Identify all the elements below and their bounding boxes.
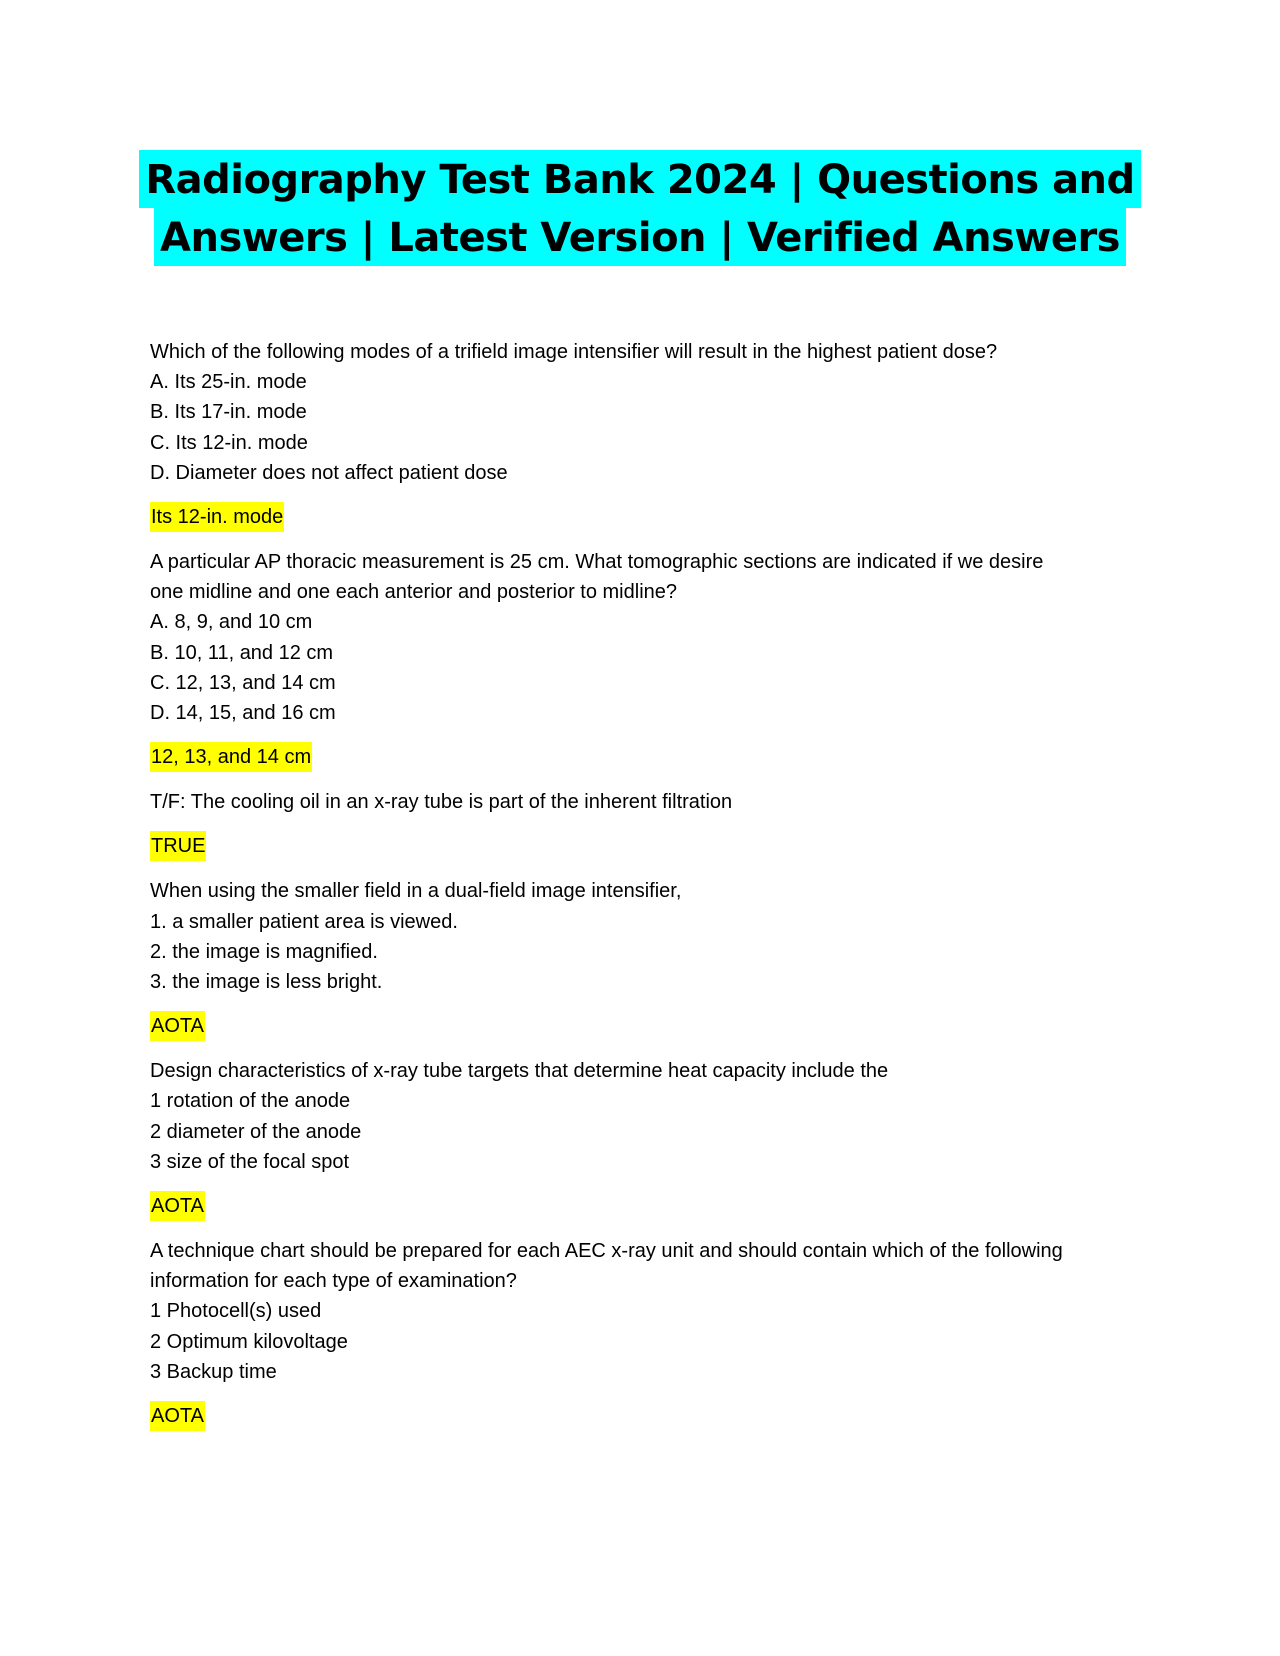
question-text: T/F: The cooling oil in an x-ray tube is part of the inherent filtration: [150, 791, 733, 814]
highlighted-answer: 12, 13, and 14 cm: [150, 742, 312, 772]
question-line: one midline and one each anterior and posterior to midline?: [150, 581, 678, 604]
highlighted-answer: Its 12-in. mode: [150, 502, 284, 532]
document-title: [120, 150, 1160, 266]
question-block: [150, 787, 1130, 876]
question-line: 3. the image is less bright.: [150, 971, 383, 994]
title-line-2: Answers | Latest Version | Verified Answers: [154, 208, 1126, 266]
question-block: [150, 876, 1130, 1056]
question-block: [150, 337, 1130, 547]
question-line: B. Its 17-in. mode: [150, 401, 307, 424]
question-line: C. Its 12-in. mode: [150, 431, 308, 454]
question-line: C. 12, 13, and 14 cm: [150, 671, 336, 694]
question-line: A. Its 25-in. mode: [150, 371, 307, 394]
question-line: B. 10, 11, and 12 cm: [150, 641, 334, 664]
highlighted-answer: AOTA: [150, 1401, 205, 1431]
question-text: When using the smaller field in a dual-field image intensifier,: [150, 880, 682, 903]
question-line: 3 Backup time: [150, 1360, 277, 1383]
question-line: 3 size of the focal spot: [150, 1150, 350, 1173]
question-text: A particular AP thoracic measurement is 25 cm. What tomographic sections are indicated if we desire: [150, 551, 1044, 574]
question-line: 1 rotation of the anode: [150, 1090, 351, 1113]
highlighted-answer: AOTA: [150, 1011, 205, 1041]
question-text: Design characteristics of x-ray tube targets that determine heat capacity include the: [150, 1060, 889, 1083]
question-line: 2. the image is magnified.: [150, 940, 378, 963]
title-line-1: Radiography Test Bank 2024 | Questions and: [139, 150, 1140, 208]
question-block: [150, 1056, 1130, 1236]
question-text: Which of the following modes of a trifield image intensifier will result in the highest patient dose?: [150, 341, 998, 363]
highlighted-answer: TRUE: [150, 831, 206, 861]
question-line: D. Diameter does not affect patient dose: [150, 461, 508, 484]
question-block: [150, 1236, 1130, 1446]
question-line: 1. a smaller patient area is viewed.: [150, 910, 458, 933]
question-list: [150, 337, 1130, 1446]
highlighted-answer: AOTA: [150, 1191, 205, 1221]
question-line: 2 diameter of the anode: [150, 1120, 362, 1143]
question-line: A. 8, 9, and 10 cm: [150, 611, 313, 634]
question-line: 1 Photocell(s) used: [150, 1300, 322, 1323]
question-line: 2 Optimum kilovoltage: [150, 1330, 348, 1353]
question-text: A technique chart should be prepared for each AEC x-ray unit and should contain which of the following: [150, 1240, 1063, 1263]
question-line: information for each type of examination?: [150, 1270, 517, 1293]
question-block: [150, 547, 1130, 787]
question-line: D. 14, 15, and 16 cm: [150, 702, 336, 725]
